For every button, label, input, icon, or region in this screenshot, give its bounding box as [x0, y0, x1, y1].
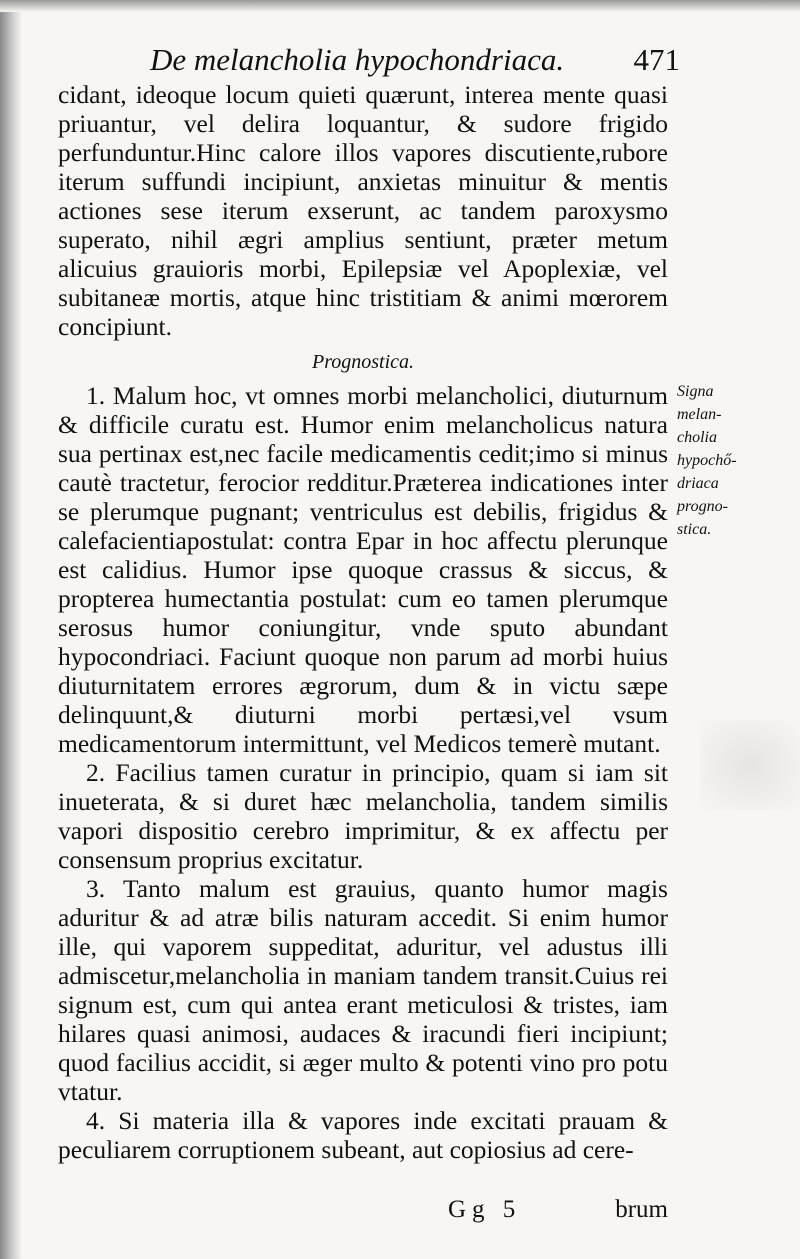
marginal-note: [677, 380, 777, 541]
margin-note-line: stica.: [677, 521, 712, 538]
page-footer: [58, 1196, 668, 1228]
margin-note-line: progno-: [677, 498, 728, 515]
signature-mark: Gg 5: [448, 1196, 522, 1223]
section-heading-prognostica: Prognostica.: [311, 351, 415, 373]
running-head: [150, 42, 680, 82]
paragraph-symptoms: cidant, ideoque locum quieti quærunt, interea mente quasi priuantur, vel delira loquantur, & sudore frigido perfunduntur.Hinc calore illos vapores discutiente,rubore iterum suffundi incipiunt, anxietas minuitur & mentis actiones sese iterum exserunt, ac tandem paroxysmo superato, nihil ægri amplius sentiunt, præter metum alicuius grauioris morbi, Epilepsiæ vel Apoplexiæ, vel subitaneæ mortis, atque hinc tristitiam & animi mœrorem concipiunt.: [58, 80, 668, 341]
page-gutter-shadow: [0, 0, 22, 1259]
margin-note-line: cholia: [677, 429, 717, 446]
paragraph-prognosis-1: 1. Malum hoc, vt omnes morbi melancholici, diuturnum & difficile curatu est. Humor enim melancholicus natura sua pertinax est,nec facile medicamentis cedit;imo si minus cautè tractetur, ferocior redditur.Præterea indicationes inter se plerumque pugnant; ventriculus est debilis, frigidus & calefacientiapostulat: contra Epar in hoc affectu plerunque est calidius. Humor ipse quoque crassus & siccus, & propterea humectantia postulat: cum eo tamen plerumque serosus humor coniungitur, vnde sputo abundant hypocondriaci. Faciunt quoque non parum ad morbi huius diuturnitatem errores ægrorum, dum & in victu sæpe delinquunt,& diuturni morbi pertæsi,vel vsum medicamentorum intermittunt, vel Medicos temerè mutant.: [58, 381, 668, 758]
paragraph-prognosis-3: 3. Tanto malum est grauius, quanto humor magis aduritur & ad atræ bilis naturam accedit. Si enim humor ille, qui vaporem suppeditat, aduritur, vel adustus illi admiscetur,melancholia in maniam tandem transit.Cuius rei signum est, cum qui antea erant meticulosi & tristes, iam hilares quasi animosi, audaces & iracundi fieri incipiunt; quod facilius accidit, si æger multo & potenti vino pro potu vtatur.: [58, 874, 668, 1106]
paragraph-prognosis-4: 4. Si materia illa & vapores inde excitati prauam & peculiarem corruptionem subeant, aut copiosius ad cere-: [58, 1106, 668, 1164]
paragraph-prognosis-2: 2. Facilius tamen curatur in principio, quam si iam sit inueterata, & si duret hæc melancholia, tandem similis vapori dispositio cerebro imprimitur, & ex affectu per consensum proprius excitatur.: [58, 758, 668, 874]
page-top-shadow: [0, 0, 800, 12]
ink-bleed-through: [700, 720, 800, 810]
margin-note-line: hypochő-: [677, 452, 737, 469]
catchword: brum: [615, 1196, 668, 1223]
margin-note-line: Signa: [677, 383, 714, 400]
margin-note-line: driaca: [677, 475, 719, 492]
margin-note-line: melan-: [677, 406, 722, 423]
main-text-block: [58, 80, 668, 1164]
running-head-title: De melancholia hypochondriaca.: [150, 42, 565, 77]
page-number: 471: [633, 42, 680, 77]
